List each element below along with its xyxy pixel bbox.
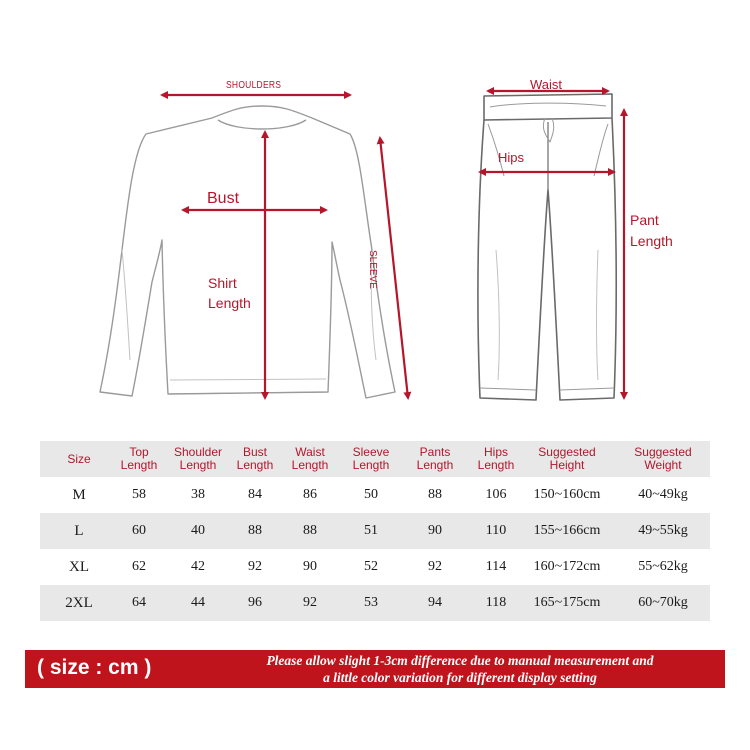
cell-pants-length: 88 <box>428 487 442 502</box>
sleeve-arrow <box>380 138 408 398</box>
shirt-length-label-line1: Shirt <box>208 275 237 291</box>
cell-top-length: 58 <box>132 487 146 502</box>
cell-top-length: 62 <box>132 559 146 574</box>
cell-suggested-weight: 60~70kg <box>616 585 710 621</box>
cell-top-length: 60 <box>118 513 160 549</box>
cell-suggested-height: 155~166cm <box>518 513 616 549</box>
cell-hips-length: 106 <box>485 487 507 502</box>
shirt-length-label-line2: Length <box>208 295 251 311</box>
size-chart-table <box>40 441 710 621</box>
cell-bust-length: 84 <box>248 487 262 502</box>
cell-hips-length: 114 <box>485 559 507 574</box>
cell-waist-length: 86 <box>303 487 317 502</box>
cell-suggested-weight: 40~49kg <box>638 487 688 502</box>
header-sleeve-length: Sleeve Length <box>346 441 396 477</box>
cell-sleeve-length: 52 <box>364 559 378 574</box>
header-bust-length: Bust Length <box>236 441 274 477</box>
cell-top-length: 64 <box>118 585 160 621</box>
header-pants-length: Pants Length <box>396 441 474 477</box>
header-hips-length: Hips Length <box>474 441 518 477</box>
size-unit-label: ( size : cm ) <box>37 656 152 679</box>
pant-length-label-line1: Pant <box>630 212 659 228</box>
cell-suggested-height: 165~175cm <box>518 585 616 621</box>
pant-length-label-line2: Length <box>630 233 673 249</box>
cell-size: XL <box>69 558 89 575</box>
cell-suggested-height: 150~160cm <box>533 487 601 502</box>
measurement-disclaimer <box>205 652 715 686</box>
header-size: Size <box>40 441 118 477</box>
hips-label: Hips <box>498 150 525 165</box>
sleeve-label: SLEEVE <box>367 250 378 289</box>
cell-waist-length: 90 <box>303 559 317 574</box>
cell-waist-length: 92 <box>274 585 346 621</box>
cell-sleeve-length: 50 <box>364 487 378 502</box>
header-waist-length: Waist Length <box>274 441 346 477</box>
cell-suggested-weight: 49~55kg <box>616 513 710 549</box>
header-suggested-height: Suggested Height <box>518 441 616 477</box>
shirt-length-label <box>208 273 251 313</box>
header-shoulder-length: Shoulder Length <box>160 441 236 477</box>
cell-sleeve-length: 51 <box>346 513 396 549</box>
table-row <box>40 549 710 585</box>
table-row <box>40 513 710 549</box>
shirt-drawing <box>100 106 395 398</box>
cell-sleeve-length: 53 <box>346 585 396 621</box>
cell-hips-length: 110 <box>474 513 518 549</box>
cell-pants-length: 90 <box>396 513 474 549</box>
cell-suggested-weight: 55~62kg <box>638 559 688 574</box>
table-header-row <box>40 441 710 477</box>
bust-label: Bust <box>207 190 240 207</box>
cell-shoulder-length: 44 <box>160 585 236 621</box>
waist-label: Waist <box>530 77 563 92</box>
measurement-arrows <box>162 91 624 398</box>
cell-pants-length: 92 <box>428 559 442 574</box>
header-suggested-weight: Suggested Weight <box>616 441 710 477</box>
table-row <box>40 477 710 513</box>
disclaimer-line-1: Please allow slight 1-3cm difference due to manual measurement and <box>266 653 654 668</box>
size-note-banner <box>25 650 725 688</box>
cell-bust-length: 96 <box>236 585 274 621</box>
shoulders-label: SHOULDERS <box>226 80 282 91</box>
cell-size: 2XL <box>40 585 118 621</box>
disclaimer-line-2: a little color variation for different display setting <box>323 670 597 685</box>
cell-pants-length: 94 <box>396 585 474 621</box>
cell-size: M <box>72 486 86 503</box>
pant-length-label <box>630 210 673 252</box>
table-row <box>40 585 710 621</box>
cell-shoulder-length: 42 <box>191 559 205 574</box>
cell-suggested-height: 160~172cm <box>533 559 601 574</box>
cell-size: L <box>40 513 118 549</box>
cell-shoulder-length: 40 <box>160 513 236 549</box>
cell-hips-length: 118 <box>474 585 518 621</box>
cell-bust-length: 92 <box>248 559 262 574</box>
pants-drawing <box>478 94 616 400</box>
cell-shoulder-length: 38 <box>191 487 205 502</box>
cell-waist-length: 88 <box>274 513 346 549</box>
cell-bust-length: 88 <box>236 513 274 549</box>
header-top-length: Top Length <box>118 441 160 477</box>
